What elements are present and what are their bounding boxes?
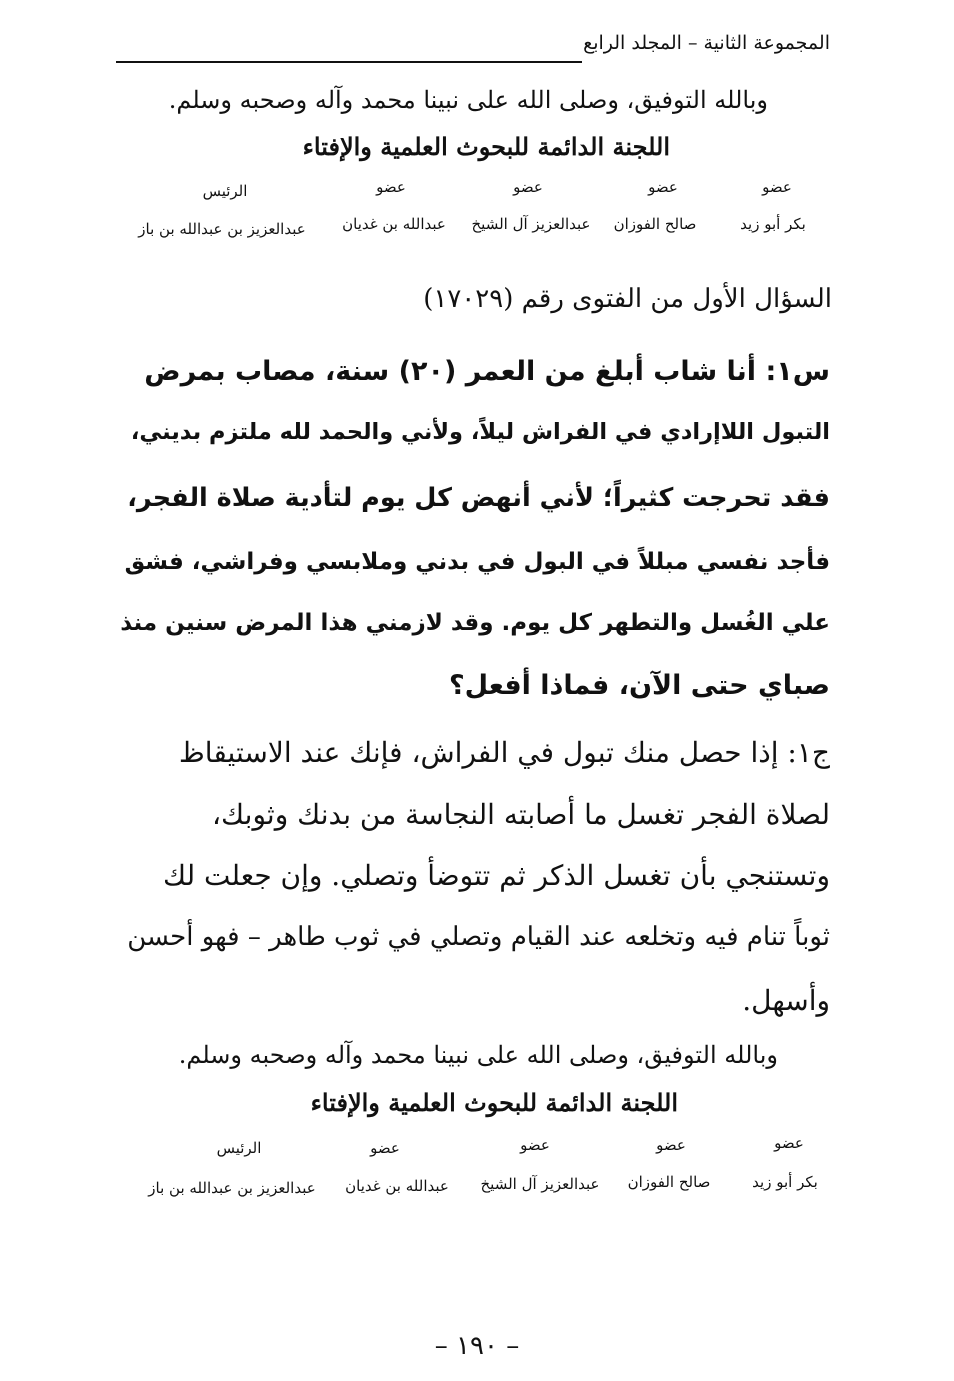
- signatory-name: عبدالعزيز بن عبدالله بن باز: [138, 220, 306, 238]
- answer-line: ج١: إذا حصل منك تبول في الفراش، فإنك عند الاستيقاظ: [178, 736, 830, 769]
- question-line: التبول اللاإرادي في الفراش ليلاً، ولأني والحمد لله ملتزم بديني،: [130, 419, 830, 445]
- committee-name-2: اللجنة الدائمة للبحوث العلمية والإفتاء: [310, 1088, 678, 1117]
- signatory-role: عضو: [762, 178, 792, 196]
- signatory-role: الرئيس: [202, 182, 248, 200]
- question-line: س١: أنا شاب أبلغ من العمر (٢٠) سنة، مصاب بمرض: [144, 356, 830, 387]
- answer-line: ثوباً تنام فيه وتخلعه عند القيام وتصلي في ثوب طاهر – فهو أحسن: [127, 922, 830, 952]
- signatory-role: عضو: [774, 1134, 804, 1152]
- signatory-name: عبدالله بن غديان: [342, 215, 446, 233]
- answer-line: وتستنجي بأن تغسل الذكر ثم تتوضأ وتصلي. وإن جعلت لك: [163, 859, 830, 892]
- signatory-role: عضو: [648, 178, 678, 196]
- signatory-role: الرئيس: [216, 1139, 262, 1157]
- signatory-role: عضو: [513, 178, 543, 196]
- running-header: المجموعة الثانية – المجلد الرابع: [583, 32, 830, 54]
- signatory-name: صالح الفوزان: [627, 1173, 711, 1191]
- closing-line-2: وبالله التوفيق، وصلى الله على نبينا محمد وآله وصحبه وسلم.: [178, 1041, 778, 1069]
- fatwa-heading: السؤال الأول من الفتوى رقم (١٧٠٢٩): [423, 284, 832, 314]
- signatory-name: عبدالعزيز آل الشيخ: [480, 1175, 600, 1193]
- signatory-name: عبدالعزيز بن عبدالله بن باز: [148, 1179, 316, 1197]
- signatory-role: عضو: [370, 1139, 400, 1157]
- question-line: علي الغُسل والتطهر كل يوم. وقد لازمني هذا المرض سنين منذ: [120, 610, 830, 636]
- signatory-name: عبدالله بن غديان: [345, 1177, 449, 1195]
- closing-line-1: وبالله التوفيق، وصلى الله على نبينا محمد وآله وصحبه وسلم.: [168, 86, 768, 114]
- signatory-role: عضو: [520, 1136, 550, 1154]
- signatory-name: بكر أبو زيد: [740, 215, 806, 233]
- header-rule: [116, 61, 582, 63]
- signatory-name: عبدالعزيز آل الشيخ: [471, 215, 591, 233]
- question-line: فقد تحرجت كثيراً؛ لأني أنهض كل يوم لتأدية صلاة الفجر،: [127, 483, 830, 513]
- signatory-role: عضو: [376, 178, 406, 196]
- signatory-name: صالح الفوزان: [613, 215, 697, 233]
- signatory-role: عضو: [656, 1136, 686, 1154]
- question-line: صباي حتى الآن، فماذا أفعل؟: [448, 670, 830, 701]
- signatory-name: بكر أبو زيد: [752, 1173, 818, 1191]
- committee-name-1: اللجنة الدائمة للبحوث العلمية والإفتاء: [302, 132, 670, 161]
- answer-line: لصلاة الفجر تغسل ما أصابته النجاسة من بدنك وثوبك،: [212, 798, 830, 831]
- page-number: – ١٩٠ –: [434, 1331, 520, 1361]
- answer-line: وأسهل.: [742, 984, 830, 1017]
- question-line: فأجد نفسي مبللاً في البول في بدني وملابسي وفراشي، فشق: [124, 549, 830, 575]
